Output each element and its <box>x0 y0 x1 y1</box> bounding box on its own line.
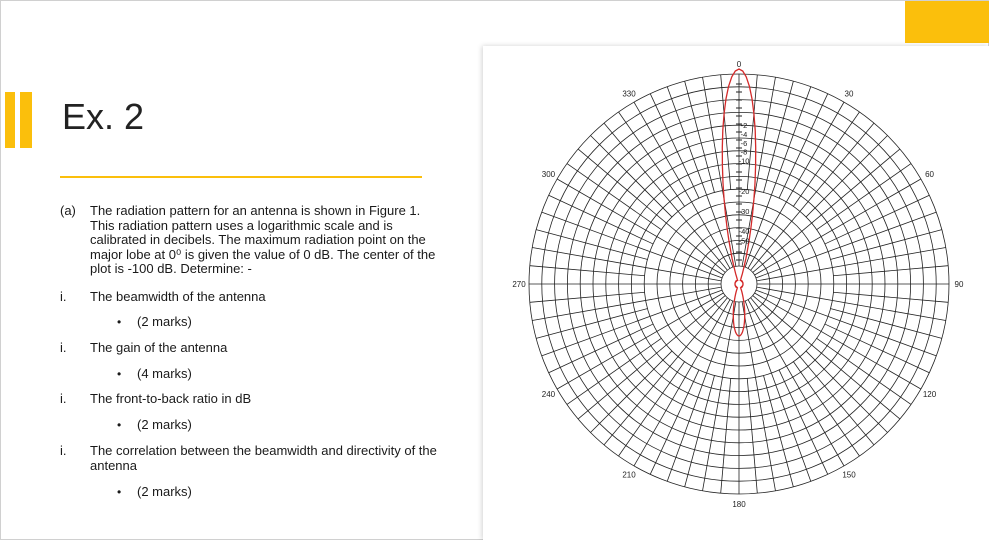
title-accent-bar <box>5 92 15 148</box>
grid-spoke <box>751 123 874 270</box>
db-label: -10 <box>738 156 750 166</box>
marks-row <box>117 367 192 382</box>
marks-row <box>117 315 192 330</box>
item-number: i. <box>60 340 67 355</box>
db-label: -20 <box>738 187 750 197</box>
db-label: -30 <box>738 207 750 216</box>
grid-spoke <box>532 248 721 281</box>
figure-panel <box>483 46 989 540</box>
marks-text: (2 marks) <box>137 417 192 432</box>
db-label: -50 <box>738 236 750 246</box>
grid-spoke <box>530 292 645 302</box>
list-item <box>60 392 440 407</box>
grid-spoke <box>567 338 662 404</box>
db-label: -40 <box>738 226 750 236</box>
marks-text: (4 marks) <box>137 366 192 381</box>
item-text: The beamwidth of the antenna <box>90 289 266 304</box>
grid-spoke <box>532 287 721 320</box>
angle-label: 330 <box>622 89 636 99</box>
angle-label: 60 <box>925 170 934 179</box>
marks-row <box>117 418 192 433</box>
grid-spoke <box>816 338 911 404</box>
grid-spoke <box>578 149 725 272</box>
grid-spoke <box>753 296 900 419</box>
grid-circle <box>721 266 757 302</box>
question-intro <box>60 204 440 277</box>
polar-radiation-pattern <box>483 46 989 540</box>
angle-label: 240 <box>541 390 556 399</box>
grid-spoke <box>757 287 946 320</box>
grid-spoke <box>753 149 900 272</box>
marks-text: (2 marks) <box>137 314 192 329</box>
grid-spoke <box>833 292 948 302</box>
angle-label: 150 <box>842 470 856 480</box>
grid-spoke <box>619 112 685 207</box>
angle-label: 0 <box>736 60 742 69</box>
polar-grid-spokes <box>529 74 949 494</box>
db-label: -2 <box>740 121 748 131</box>
bullet-icon: • <box>117 418 122 432</box>
db-label: -6 <box>740 138 748 148</box>
grid-spoke <box>793 112 859 207</box>
grid-spoke <box>747 378 757 493</box>
grid-spoke <box>604 298 727 445</box>
question-label: (a) <box>60 203 76 218</box>
db-label: -4 <box>740 130 748 139</box>
angle-label: 270 <box>512 280 526 289</box>
grid-spoke <box>567 164 662 230</box>
marks-text: (2 marks) <box>137 484 192 499</box>
grid-spoke <box>604 123 727 270</box>
item-text: The front-to-back ratio in dB <box>90 391 252 406</box>
corner-accent-block <box>905 1 989 43</box>
list-item <box>60 290 440 305</box>
marks-row <box>117 485 192 500</box>
question-text: The radiation pattern for an antenna is shown in Figure 1. This radiation pattern uses a logarithmic scale and is calibrated in decibels. The maximum radiation point on the major lobe at 0⁰ is given the value of 0 dB. The center of the plot is -100 dB. Determine: - <box>90 203 436 276</box>
bullet-icon: • <box>117 315 122 329</box>
item-number: i. <box>60 443 67 458</box>
angle-label: 90 <box>954 280 964 289</box>
grid-spoke <box>530 266 645 276</box>
grid-spoke <box>703 302 736 491</box>
grid-spoke <box>833 266 948 276</box>
grid-spoke <box>757 248 946 281</box>
grid-spoke <box>816 164 911 230</box>
grid-spoke <box>742 302 775 491</box>
grid-spoke <box>703 77 736 266</box>
angle-label: 30 <box>844 89 854 99</box>
title-accent-bar-secondary <box>20 92 32 148</box>
grid-spoke <box>721 378 731 493</box>
list-item <box>60 444 440 473</box>
grid-spoke <box>619 361 685 456</box>
item-text: The correlation between the beamwidth and directivity of the antenna <box>90 443 437 473</box>
list-item <box>60 341 440 356</box>
grid-spoke <box>793 361 859 456</box>
item-number: i. <box>60 391 67 406</box>
item-text: The gain of the antenna <box>90 340 228 355</box>
grid-spoke <box>751 298 874 445</box>
angle-label: 120 <box>922 390 937 399</box>
bullet-icon: • <box>117 485 122 499</box>
angle-label: 180 <box>732 500 746 509</box>
title-underline <box>60 176 422 178</box>
angle-label: 210 <box>622 470 636 480</box>
grid-spoke <box>578 296 725 419</box>
slide-title: Ex. 2 <box>62 96 145 137</box>
bullet-icon: • <box>117 367 122 381</box>
db-label: -8 <box>740 147 748 157</box>
item-number: i. <box>60 289 67 304</box>
angle-label: 300 <box>541 170 556 179</box>
